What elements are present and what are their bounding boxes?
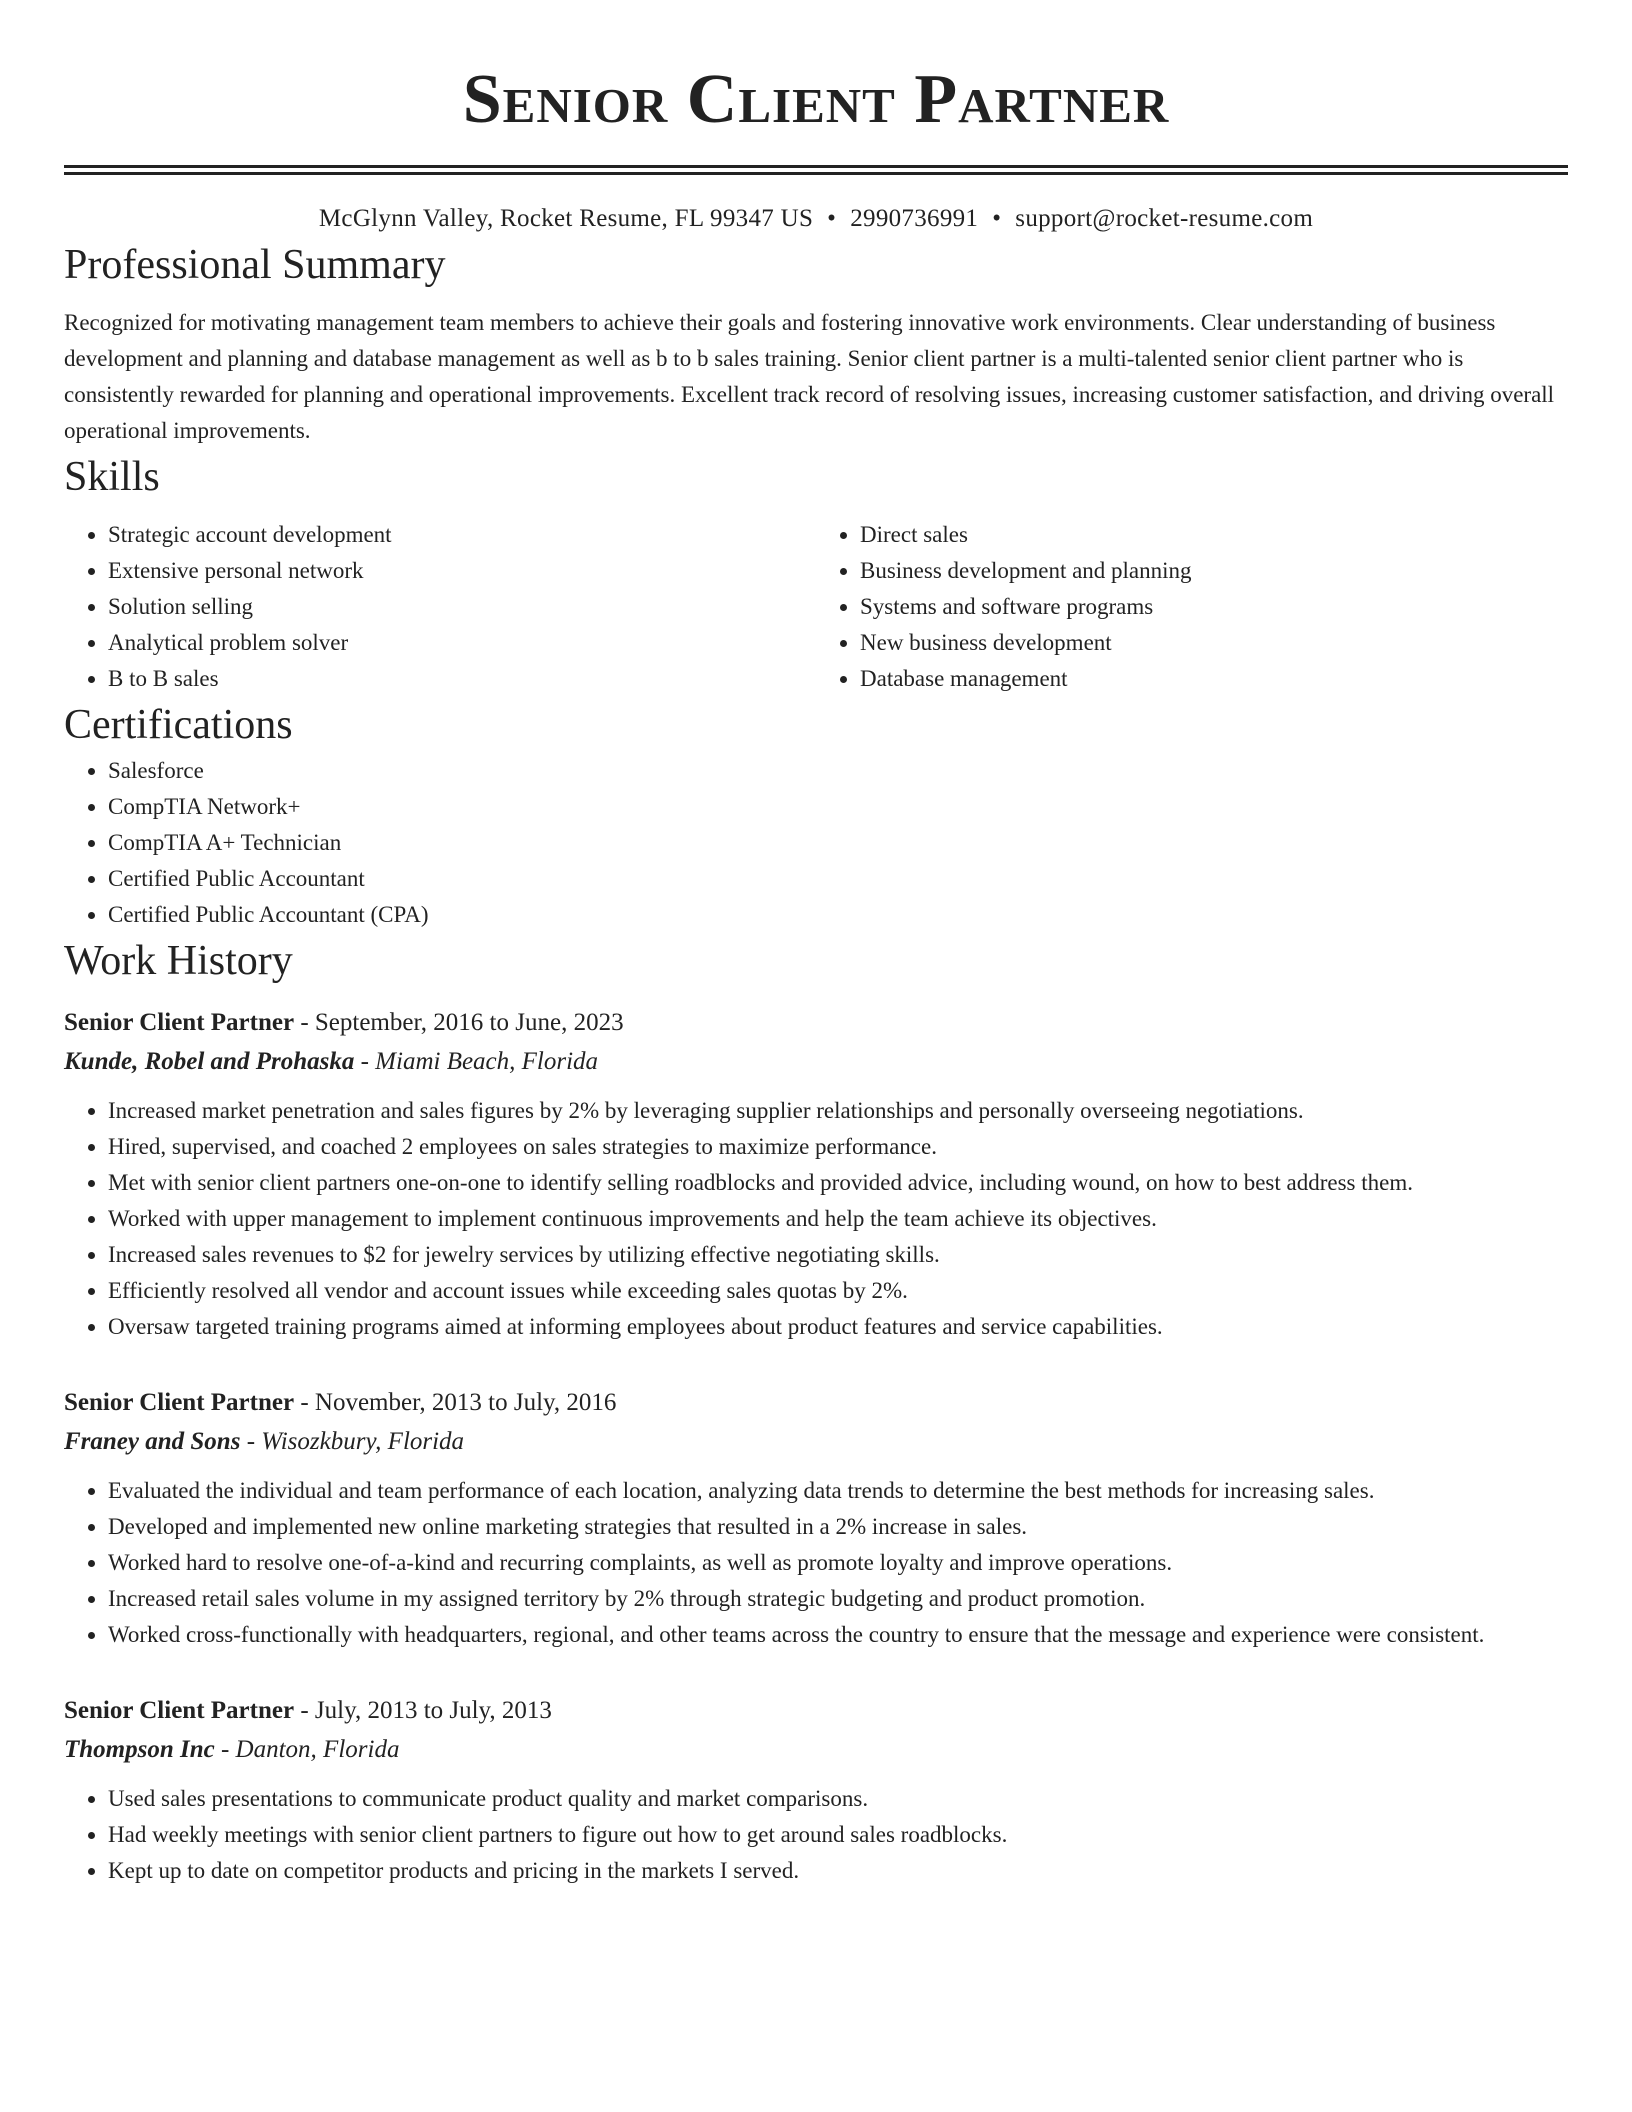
job-dates: - September, 2016 to June, 2023 (294, 1009, 624, 1036)
company-location: - Danton, Florida (214, 1736, 400, 1763)
job-bullet: • Worked cross-functionally with headquarters, regional, and other teams across the country to ensure that the message and experience were consistent. (108, 1617, 1568, 1653)
skill-item: • Solution selling (108, 589, 816, 625)
contact-phone: 2990736991 (850, 205, 979, 232)
job-bullet: • Hired, supervised, and coached 2 employees on sales strategies to maximize performance. (108, 1129, 1568, 1165)
job-title-line (64, 1383, 1568, 1423)
company-name: Franey and Sons (64, 1428, 241, 1455)
certification-item: • CompTIA A+ Technician (108, 825, 1568, 861)
job-title: Senior Client Partner (64, 1697, 295, 1724)
skill-item: • Systems and software programs (860, 589, 1568, 625)
company-line (64, 1043, 1568, 1081)
skill-item: • Strategic account development (108, 517, 816, 553)
job-bullet: • Developed and implemented new online marketing strategies that resulted in a 2% increase in sales. (108, 1509, 1568, 1545)
certifications-list (64, 753, 1568, 933)
job-bullets (64, 1473, 1568, 1653)
contact-email: support@rocket-resume.com (1015, 205, 1314, 232)
company-location: - Wisozkbury, Florida (240, 1428, 465, 1455)
skill-item: • Extensive personal network (108, 553, 816, 589)
summary-text: Recognized for motivating management team members to achieve their goals and fostering innovative work environments. Clear understanding of business development and planning and database management as well as b to b sales training. Senior client partner is a multi-talented senior client partner who is consistently rewarded for planning and operational improvements. Excellent track record of resolving issues, increasing customer satisfaction, and driving overall operational improvements. (64, 310, 1555, 443)
job-bullet: • Met with senior client partners one-on-one to identify selling roadblocks and provided advice, including wound, on how to best address them. (108, 1165, 1568, 1201)
skills-list-left (64, 517, 816, 697)
skills-heading: Skills (64, 454, 160, 500)
job-bullet: • Kept up to date on competitor products and pricing in the markets I served. (108, 1853, 1568, 1889)
certification-item: • Salesforce (108, 753, 1568, 789)
job-title: Senior Client Partner (64, 1009, 295, 1036)
skill-item: • Database management (860, 661, 1568, 697)
work-history-heading: Work History (64, 938, 293, 984)
job-bullet: • Increased market penetration and sales figures by 2% by leveraging supplier relationships and personally overseeing negotiations. (108, 1093, 1568, 1129)
job-title-line (64, 1691, 1568, 1731)
skill-item: • New business development (860, 625, 1568, 661)
summary-heading: Professional Summary (64, 242, 446, 288)
company-location: - Miami Beach, Florida (354, 1048, 599, 1075)
job-dates: - November, 2013 to July, 2016 (294, 1389, 617, 1416)
job-bullets (64, 1093, 1568, 1345)
job-title: Senior Client Partner (64, 1389, 295, 1416)
job-bullet: • Used sales presentations to communicate product quality and market comparisons. (108, 1781, 1568, 1817)
job-bullet: • Efficiently resolved all vendor and account issues while exceeding sales quotas by 2%. (108, 1273, 1568, 1309)
job-bullet: • Oversaw targeted training programs aimed at informing employees about product features and service capabilities. (108, 1309, 1568, 1345)
job-dates: - July, 2013 to July, 2013 (294, 1697, 552, 1724)
job-entry (64, 1383, 1568, 1653)
contact-line (64, 201, 1568, 237)
certification-item: • Certified Public Accountant (CPA) (108, 897, 1568, 933)
skill-item: • B to B sales (108, 661, 816, 697)
resume-page (64, 0, 1568, 1889)
company-name: Thompson Inc (64, 1736, 215, 1763)
contact-address: McGlynn Valley, Rocket Resume, FL 99347 US (318, 205, 814, 232)
job-bullets (64, 1781, 1568, 1889)
skills-list-right (816, 517, 1568, 697)
skill-item: • Direct sales (860, 517, 1568, 553)
job-entry (64, 1691, 1568, 1889)
job-entry (64, 1003, 1568, 1345)
job-bullet: • Worked hard to resolve one-of-a-kind and recurring complaints, as well as promote loyalty and improve operations. (108, 1545, 1568, 1581)
skills-grid (64, 517, 1568, 697)
company-name: Kunde, Robel and Prohaska (64, 1048, 355, 1075)
job-bullet: • Increased sales revenues to $2 for jewelry services by utilizing effective negotiating skills. (108, 1237, 1568, 1273)
certification-item: • CompTIA Network+ (108, 789, 1568, 825)
company-line (64, 1731, 1568, 1769)
contact-separator: • (992, 205, 1002, 232)
resume-title: Senior Client Partner (462, 61, 1170, 138)
job-bullet: • Evaluated the individual and team performance of each location, analyzing data trends to determine the best methods for increasing sales. (108, 1473, 1568, 1509)
title-divider (64, 165, 1568, 175)
job-bullet: • Had weekly meetings with senior client partners to figure out how to get around sales roadblocks. (108, 1817, 1568, 1853)
job-title-line (64, 1003, 1568, 1043)
certification-item: • Certified Public Accountant (108, 861, 1568, 897)
company-line (64, 1423, 1568, 1461)
job-bullet: • Increased retail sales volume in my assigned territory by 2% through strategic budgeting and product promotion. (108, 1581, 1568, 1617)
certifications-heading: Certifications (64, 702, 293, 748)
skill-item: • Analytical problem solver (108, 625, 816, 661)
contact-separator: • (827, 205, 837, 232)
skill-item: • Business development and planning (860, 553, 1568, 589)
job-bullet: • Worked with upper management to implement continuous improvements and help the team achieve its objectives. (108, 1201, 1568, 1237)
